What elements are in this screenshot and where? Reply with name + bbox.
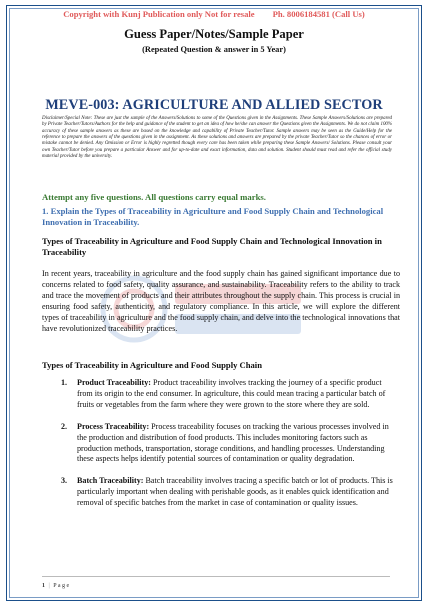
list-term: Product Traceability: [77, 378, 151, 387]
list-text: Process traceability focuses on tracking the various processes involved in the production and distribution of food products. This includes monitoring factors such as production methods, transportation, storage conditions, and handling processes. Understanding these aspects helps identify potential sources of contamination or quality degradation. [77, 421, 389, 464]
intro-paragraph: In recent years, traceability in agriculture and the food supply chain has gained significant importance due to concerns related to food safety, quality assurance, and sustainability. Traceability refers to the ability to track and trace the movement of products and their attributes throughout the supply chain. This process is crucial in ensuring food safety, authenticity, and regulatory compliance. In this article, we will explore the different types of traceability in agriculture and the food supply chain, and delve into the technological innovations that have revolutionized traceability practices. [42, 269, 400, 333]
footer-divider [42, 576, 390, 577]
page-subtitle: (Repeated Question & answer in 5 Year) [142, 45, 286, 54]
page-number: 1 [42, 583, 45, 589]
section-heading: Types of Traceability in Agriculture and Food Supply Chain and Technological Innovation in Traceability [42, 236, 382, 257]
subsection-heading: Types of Traceability in Agriculture and Food Supply Chain [42, 360, 262, 370]
footer-separator: | [48, 583, 50, 589]
phone-number: Ph. 8006184581 (Call Us) [272, 9, 365, 19]
traceability-list [52, 378, 398, 509]
list-term: Batch Traceability: [77, 476, 144, 486]
list-text: Product traceability involves tracking the journey of a specific product from its origin to the end consumer. In agriculture, this could mean tracing a particular batch of fruits or vegetables from the farm where they were grown to the store where they are sold. [77, 378, 386, 409]
list-text: Batch traceability involves tracing a specific batch or lot of products. This is particularly important when dealing with perishable goods, as it enables quick identification and removal of specific batches from the market in case of contamination or quality issues. [77, 476, 393, 508]
list-number: 1. [61, 378, 68, 387]
page-title: Guess Paper/Notes/Sample Paper [124, 27, 304, 41]
instruction-text: Attempt any five questions. All questions carry equal marks. [42, 192, 266, 202]
page-footer [42, 583, 69, 589]
list-item [52, 476, 398, 509]
disclaimer-text: Disclaimer/Special Note: These are just the sample of the Answers/Solutions to some of the Questions given in the Assignments. These Sample Answers/Solutions are prepared by Private Teacher/Tutors/Authors for the help and guidance of the student to get an idea of how he/she can answer the Questions given the Assignments. We do not claim 100% accuracy of these sample answers as these are based on the knowledge and capability of Private Teacher/Tutor. Sample answers may be seen as the Guide/Help for the reference to prepare the answers of the questions given in the assignment. As these solutions and answers are prepared by the private Teacher/Tutor so the chances of error or mistake cannot be denied. Any Omission or Error is highly regretted though every care has been taken while preparing these Sample Answers/ Solutions. Please consult your own Teacher/Tutor before you prepare a particular Answer and for up-to-date and exact information, data and solution. Student should must read and refer the official study material provided by the university. [42, 116, 392, 160]
list-item [52, 378, 398, 411]
list-item [52, 422, 398, 466]
copyright-notice [7, 9, 421, 19]
list-number: 3. [61, 476, 68, 486]
copyright-text: Copyright with Kunj Publication only Not for resale [63, 9, 255, 19]
course-title: MEVE-003: AGRICULTURE AND ALLIED SECTOR [45, 97, 383, 113]
list-number: 2. [61, 421, 68, 431]
list-term: Process Traceability: [77, 421, 150, 431]
question-heading: 1. Explain the Types of Traceability in Agriculture and Food Supply Chain and Technological Innovation in Traceability. [42, 206, 384, 227]
document-page [6, 5, 422, 601]
page-label: P a g e [53, 583, 70, 589]
